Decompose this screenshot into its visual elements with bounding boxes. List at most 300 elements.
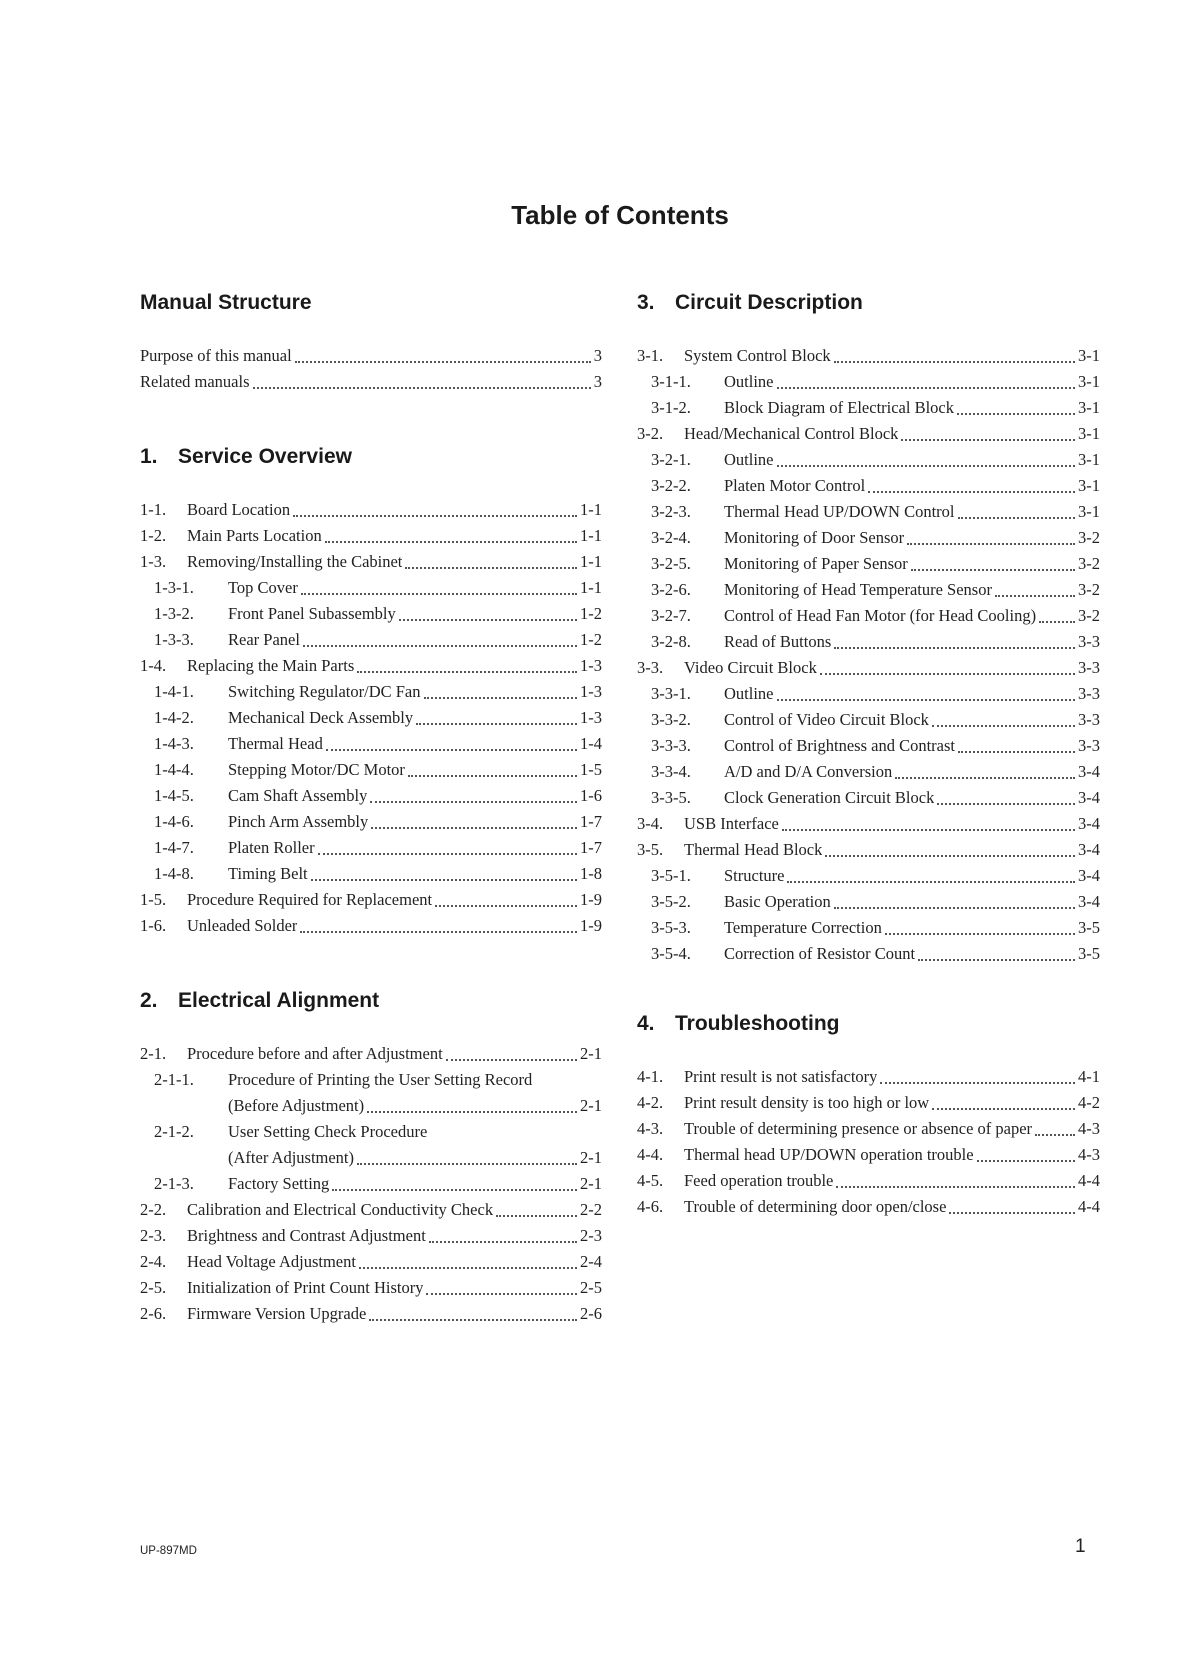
- toc-entry[interactable]: [637, 759, 1100, 785]
- dot-leader: [300, 931, 577, 933]
- toc-entry[interactable]: [140, 861, 602, 887]
- entry-title: Print result is not satisfactory: [684, 1067, 878, 1086]
- dot-leader: [253, 387, 591, 389]
- dot-leader: [446, 1059, 577, 1061]
- entry-page: 3-4: [1078, 840, 1100, 859]
- entry-number: 3-3.: [637, 658, 664, 677]
- section-title: Manual Structure: [140, 291, 312, 314]
- toc-entry[interactable]: [140, 783, 602, 809]
- entry-page: 3-5: [1078, 944, 1100, 963]
- dot-leader: [325, 541, 577, 543]
- dot-leader: [907, 543, 1075, 545]
- toc-entry[interactable]: [140, 523, 602, 549]
- toc-entry[interactable]: [637, 421, 1100, 447]
- dot-leader: [303, 645, 577, 647]
- entry-page: 4-3: [1078, 1145, 1100, 1164]
- section-heading: [140, 444, 602, 470]
- entry-page: 3-5: [1078, 918, 1100, 937]
- entry-title: User Setting Check Procedure: [228, 1122, 428, 1141]
- toc-entry[interactable]: [140, 835, 602, 861]
- section-title: Electrical Alignment: [178, 989, 380, 1012]
- toc-entry[interactable]: [637, 1194, 1100, 1220]
- entry-page: 2-2: [580, 1200, 602, 1219]
- entry-title: Correction of Resistor Count: [724, 944, 916, 963]
- entry-number: 3-5-1.: [651, 866, 691, 885]
- toc-entry[interactable]: [140, 575, 602, 601]
- toc-entry[interactable]: [637, 395, 1100, 421]
- entry-page: 3-2: [1078, 528, 1100, 547]
- entry-title: Procedure before and after Adjustment: [187, 1044, 443, 1063]
- entry-title: Outline: [724, 372, 774, 391]
- dot-leader: [880, 1082, 1075, 1084]
- entry-title: Print result density is too high or low: [684, 1093, 930, 1112]
- dot-leader: [370, 801, 577, 803]
- entry-title: Cam Shaft Assembly: [228, 786, 368, 805]
- footer-page-number: 1: [1075, 1536, 1086, 1557]
- toc-entry[interactable]: [140, 887, 602, 913]
- entry-page: 2-1: [580, 1096, 602, 1115]
- dot-leader: [777, 387, 1076, 389]
- entry-page: 3-1: [1078, 424, 1100, 443]
- entry-page: 3-4: [1078, 788, 1100, 807]
- entry-list: [140, 1041, 602, 1327]
- toc-entry[interactable]: [140, 1249, 602, 1275]
- toc-entry[interactable]: [637, 785, 1100, 811]
- entry-number: 3-2.: [637, 424, 664, 443]
- entry-page: 1-7: [580, 838, 602, 857]
- entry-title: (Before Adjustment): [228, 1096, 365, 1115]
- toc-entry[interactable]: [140, 549, 602, 575]
- entry-number: 3-3-5.: [651, 788, 691, 807]
- toc-entry[interactable]: [140, 1119, 602, 1145]
- dot-leader: [901, 439, 1075, 441]
- entry-number: 3-5-3.: [651, 918, 691, 937]
- section-title: Troubleshooting: [675, 1012, 840, 1035]
- toc-section: [637, 1011, 1100, 1220]
- entry-number: 3-5-4.: [651, 944, 691, 963]
- entry-title: Top Cover: [228, 578, 298, 597]
- entry-title: Front Panel Subassembly: [228, 604, 396, 623]
- entry-page: 1-5: [580, 760, 602, 779]
- entry-page: 1-6: [580, 786, 602, 805]
- entry-page: 2-4: [580, 1252, 602, 1271]
- dot-leader: [416, 723, 577, 725]
- entry-title: Control of Brightness and Contrast: [724, 736, 955, 755]
- entry-page: 3: [593, 372, 602, 391]
- entry-number: 3-2-5.: [651, 554, 691, 573]
- entry-number: 1-6.: [140, 916, 167, 935]
- entry-page: 4-3: [1078, 1119, 1100, 1138]
- section-title: Circuit Description: [675, 291, 863, 314]
- entry-page: 3: [593, 346, 602, 365]
- entry-title: Removing/Installing the Cabinet: [187, 552, 403, 571]
- dot-leader: [295, 361, 591, 363]
- dot-leader: [932, 1108, 1075, 1110]
- entry-title: Switching Regulator/DC Fan: [228, 682, 421, 701]
- entry-number: 2-1-1.: [154, 1070, 194, 1089]
- toc-entry[interactable]: [140, 627, 602, 653]
- section-number: 3.: [637, 291, 655, 314]
- dot-leader: [918, 959, 1075, 961]
- entry-title: Thermal Head Block: [684, 840, 823, 859]
- entry-page: 1-2: [580, 630, 602, 649]
- entry-page: 3-1: [1078, 398, 1100, 417]
- toc-entry[interactable]: [140, 1171, 602, 1197]
- dot-leader: [359, 1267, 577, 1269]
- entry-title: Platen Roller: [228, 838, 315, 857]
- entry-number: 3-2-1.: [651, 450, 691, 469]
- entry-title: Related manuals: [140, 372, 250, 391]
- entry-title: System Control Block: [684, 346, 831, 365]
- entry-number: 1-1.: [140, 500, 167, 519]
- entry-page: 1-1: [580, 526, 602, 545]
- entry-title: Replacing the Main Parts: [187, 656, 355, 675]
- toc-section: [637, 290, 1100, 967]
- entry-number: 4-3.: [637, 1119, 664, 1138]
- dot-leader: [1035, 1134, 1075, 1136]
- toc-entry[interactable]: [637, 811, 1100, 837]
- section-heading: [637, 1011, 1100, 1037]
- entry-title: Board Location: [187, 500, 291, 519]
- dot-leader: [834, 907, 1075, 909]
- dot-leader: [369, 1319, 577, 1321]
- toc-entry[interactable]: [140, 1197, 602, 1223]
- entry-page: 1-8: [580, 864, 602, 883]
- entry-number: 1-3.: [140, 552, 167, 571]
- entry-number: 3-3-1.: [651, 684, 691, 703]
- dot-leader: [1039, 621, 1075, 623]
- entry-title: Block Diagram of Electrical Block: [724, 398, 955, 417]
- entry-number: 1-3-1.: [154, 578, 194, 597]
- entry-title: Procedure of Printing the User Setting Record: [228, 1070, 533, 1089]
- dot-leader: [957, 413, 1075, 415]
- entry-number: 4-4.: [637, 1145, 664, 1164]
- entry-title: Main Parts Location: [187, 526, 322, 545]
- entry-page: 4-2: [1078, 1093, 1100, 1112]
- entry-page: 3-4: [1078, 762, 1100, 781]
- toc-entry[interactable]: [637, 1168, 1100, 1194]
- entry-number: 1-4.: [140, 656, 167, 675]
- dot-leader: [834, 361, 1075, 363]
- entry-number: 3-1.: [637, 346, 664, 365]
- toc-entry[interactable]: [637, 343, 1100, 369]
- entry-number: 4-2.: [637, 1093, 664, 1112]
- entry-title: Thermal Head UP/DOWN Control: [724, 502, 955, 521]
- entry-number: 2-4.: [140, 1252, 167, 1271]
- section-title: Service Overview: [178, 445, 352, 468]
- toc-entry[interactable]: [637, 629, 1100, 655]
- entry-number: 3-4.: [637, 814, 664, 833]
- toc-entry[interactable]: [637, 525, 1100, 551]
- dot-leader: [429, 1241, 577, 1243]
- dot-leader: [911, 569, 1075, 571]
- entry-page: 4-4: [1078, 1197, 1100, 1216]
- entry-page: 1-3: [580, 656, 602, 675]
- entry-title: Unleaded Solder: [187, 916, 298, 935]
- toc-entry[interactable]: [637, 681, 1100, 707]
- toc-entry[interactable]: [637, 1064, 1100, 1090]
- dot-leader: [834, 647, 1075, 649]
- entry-page: 3-4: [1078, 814, 1100, 833]
- section-number: 1.: [140, 445, 158, 468]
- entry-number: 4-5.: [637, 1171, 664, 1190]
- toc-entry[interactable]: [140, 1093, 602, 1119]
- dot-leader: [885, 933, 1075, 935]
- entry-number: 3-2-6.: [651, 580, 691, 599]
- dot-leader: [367, 1111, 577, 1113]
- entry-title: Timing Belt: [228, 864, 308, 883]
- entry-number: 1-4-8.: [154, 864, 194, 883]
- dot-leader: [293, 515, 577, 517]
- entry-number: 2-1-2.: [154, 1122, 194, 1141]
- dot-leader: [399, 619, 577, 621]
- entry-page: 2-1: [580, 1148, 602, 1167]
- entry-page: 2-1: [580, 1174, 602, 1193]
- toc-section: [140, 988, 602, 1327]
- entry-page: 3-3: [1078, 684, 1100, 703]
- entry-title: USB Interface: [684, 814, 779, 833]
- dot-leader: [937, 803, 1075, 805]
- entry-title: Basic Operation: [724, 892, 831, 911]
- entry-page: 1-3: [580, 682, 602, 701]
- entry-number: 1-2.: [140, 526, 167, 545]
- toc-entry[interactable]: [140, 1067, 602, 1093]
- entry-title: Platen Motor Control: [724, 476, 866, 495]
- dot-leader: [995, 595, 1075, 597]
- entry-number: 2-5.: [140, 1278, 167, 1297]
- entry-number: 1-4-3.: [154, 734, 194, 753]
- toc-entry[interactable]: [140, 1275, 602, 1301]
- entry-list: [637, 343, 1100, 967]
- entry-number: 1-4-5.: [154, 786, 194, 805]
- entry-number: 3-3-2.: [651, 710, 691, 729]
- entry-page: 3-1: [1078, 450, 1100, 469]
- entry-number: 1-4-6.: [154, 812, 194, 831]
- entry-page: 3-3: [1078, 632, 1100, 651]
- entry-number: 3-2-8.: [651, 632, 691, 651]
- entry-title: Thermal head UP/DOWN operation trouble: [684, 1145, 974, 1164]
- entry-page: 1-1: [580, 578, 602, 597]
- entry-number: 3-2-4.: [651, 528, 691, 547]
- toc-entry[interactable]: [637, 837, 1100, 863]
- entry-page: 2-1: [580, 1044, 602, 1063]
- dot-leader: [332, 1189, 577, 1191]
- footer-model: UP-897MD: [140, 1545, 197, 1557]
- entry-page: 4-1: [1078, 1067, 1100, 1086]
- entry-list: [140, 343, 602, 395]
- toc-entry[interactable]: [140, 757, 602, 783]
- entry-number: 1-4-7.: [154, 838, 194, 857]
- dot-leader: [949, 1212, 1075, 1214]
- entry-page: 1-1: [580, 500, 602, 519]
- toc-entry[interactable]: [140, 809, 602, 835]
- entry-page: 3-1: [1078, 502, 1100, 521]
- entry-title: Structure: [724, 866, 785, 885]
- entry-page: 3-3: [1078, 736, 1100, 755]
- entry-title: Procedure Required for Replacement: [187, 890, 433, 909]
- dot-leader: [405, 567, 577, 569]
- toc-entry[interactable]: [637, 941, 1100, 967]
- entry-page: 2-3: [580, 1226, 602, 1245]
- toc-entry[interactable]: [140, 369, 602, 395]
- toc-entry[interactable]: [140, 497, 602, 523]
- entry-title: Monitoring of Door Sensor: [724, 528, 905, 547]
- toc-section: [140, 290, 602, 395]
- entry-list: [140, 497, 602, 939]
- entry-page: 3-2: [1078, 606, 1100, 625]
- entry-number: 3-3-4.: [651, 762, 691, 781]
- dot-leader: [820, 673, 1075, 675]
- section-heading: [140, 290, 602, 316]
- entry-number: 2-1-3.: [154, 1174, 194, 1193]
- entry-title: Monitoring of Paper Sensor: [724, 554, 908, 573]
- dot-leader: [958, 517, 1076, 519]
- toc-entry[interactable]: [637, 889, 1100, 915]
- entry-list: [637, 1064, 1100, 1220]
- toc-entry[interactable]: [637, 733, 1100, 759]
- dot-leader: [326, 749, 577, 751]
- entry-page: 3-3: [1078, 710, 1100, 729]
- toc-entry[interactable]: [637, 473, 1100, 499]
- toc-entry[interactable]: [637, 577, 1100, 603]
- section-heading: [637, 290, 1100, 316]
- dot-leader: [426, 1293, 577, 1295]
- dot-leader: [435, 905, 577, 907]
- toc-entry[interactable]: [637, 499, 1100, 525]
- entry-page: 3-4: [1078, 866, 1100, 885]
- entry-number: 2-1.: [140, 1044, 167, 1063]
- entry-title: Trouble of determining door open/close: [684, 1197, 947, 1216]
- entry-page: 1-1: [580, 552, 602, 571]
- entry-page: 4-4: [1078, 1171, 1100, 1190]
- toc-section: [140, 444, 602, 939]
- toc-entry[interactable]: [637, 603, 1100, 629]
- toc-entry[interactable]: [637, 1142, 1100, 1168]
- entry-title: Temperature Correction: [724, 918, 882, 937]
- toc-entry[interactable]: [637, 551, 1100, 577]
- entry-page: 3-1: [1078, 346, 1100, 365]
- dot-leader: [895, 777, 1075, 779]
- toc-entry[interactable]: [637, 863, 1100, 889]
- entry-page: 3-2: [1078, 580, 1100, 599]
- entry-title: Head/Mechanical Control Block: [684, 424, 899, 443]
- entry-title: Stepping Motor/DC Motor: [228, 760, 405, 779]
- dot-leader: [318, 853, 577, 855]
- entry-page: 1-9: [580, 916, 602, 935]
- section-heading: [140, 988, 602, 1014]
- dot-leader: [777, 699, 1076, 701]
- entry-title: Firmware Version Upgrade: [187, 1304, 367, 1323]
- toc-entry[interactable]: [637, 915, 1100, 941]
- entry-number: 1-3-2.: [154, 604, 194, 623]
- toc-entry[interactable]: [637, 707, 1100, 733]
- dot-leader: [958, 751, 1075, 753]
- entry-number: 2-2.: [140, 1200, 167, 1219]
- toc-entry[interactable]: [140, 1145, 602, 1171]
- entry-number: 3-1-2.: [651, 398, 691, 417]
- dot-leader: [496, 1215, 577, 1217]
- dot-leader: [357, 671, 577, 673]
- entry-title: Initialization of Print Count History: [187, 1278, 424, 1297]
- entry-title: Factory Setting: [228, 1174, 330, 1193]
- entry-page: 1-4: [580, 734, 602, 753]
- section-number: 4.: [637, 1012, 655, 1035]
- dot-leader: [301, 593, 577, 595]
- dot-leader: [777, 465, 1076, 467]
- entry-number: 4-1.: [637, 1067, 664, 1086]
- toc-entry[interactable]: [637, 1116, 1100, 1142]
- entry-title: Monitoring of Head Temperature Sensor: [724, 580, 992, 599]
- entry-title: Outline: [724, 684, 774, 703]
- dot-leader: [311, 879, 577, 881]
- dot-leader: [371, 827, 577, 829]
- entry-number: 2-3.: [140, 1226, 167, 1245]
- entry-number: 1-4-2.: [154, 708, 194, 727]
- entry-page: 3-4: [1078, 892, 1100, 911]
- entry-title: Clock Generation Circuit Block: [724, 788, 935, 807]
- toc-entry[interactable]: [140, 601, 602, 627]
- entry-title: Outline: [724, 450, 774, 469]
- toc-entry[interactable]: [140, 1301, 602, 1327]
- entry-title: Trouble of determining presence or absence of paper: [684, 1119, 1033, 1138]
- entry-title: Purpose of this manual: [140, 346, 292, 365]
- toc-entry[interactable]: [637, 447, 1100, 473]
- entry-title: Calibration and Electrical Conductivity Check: [187, 1200, 494, 1219]
- entry-number: 1-4-4.: [154, 760, 194, 779]
- entry-title: Feed operation trouble: [684, 1171, 834, 1190]
- dot-leader: [868, 491, 1075, 493]
- entry-page: 2-6: [580, 1304, 602, 1323]
- entry-title: Mechanical Deck Assembly: [228, 708, 414, 727]
- toc-entry[interactable]: [140, 343, 602, 369]
- entry-number: 3-2-3.: [651, 502, 691, 521]
- entry-page: 2-5: [580, 1278, 602, 1297]
- entry-page: 1-7: [580, 812, 602, 831]
- dot-leader: [424, 697, 578, 699]
- entry-page: 3-3: [1078, 658, 1100, 677]
- toc-entry[interactable]: [637, 655, 1100, 681]
- toc-entry[interactable]: [140, 731, 602, 757]
- toc-entry[interactable]: [637, 369, 1100, 395]
- entry-title: Thermal Head: [228, 734, 323, 753]
- entry-title: Read of Buttons: [724, 632, 832, 651]
- toc-entry[interactable]: [140, 705, 602, 731]
- entry-title: A/D and D/A Conversion: [724, 762, 893, 781]
- dot-leader: [408, 775, 577, 777]
- entry-number: 3-5.: [637, 840, 664, 859]
- entry-title: Control of Video Circuit Block: [724, 710, 929, 729]
- toc-entry[interactable]: [140, 1223, 602, 1249]
- entry-number: 1-5.: [140, 890, 167, 909]
- section-number: 2.: [140, 989, 158, 1012]
- toc-entry[interactable]: [140, 679, 602, 705]
- entry-page: 1-2: [580, 604, 602, 623]
- entry-number: 1-3-3.: [154, 630, 194, 649]
- entry-title: Rear Panel: [228, 630, 300, 649]
- toc-entry[interactable]: [637, 1090, 1100, 1116]
- toc-entry[interactable]: [140, 1041, 602, 1067]
- entry-title: Brightness and Contrast Adjustment: [187, 1226, 426, 1245]
- toc-entry[interactable]: [140, 653, 602, 679]
- entry-page: 3-1: [1078, 372, 1100, 391]
- entry-number: 4-6.: [637, 1197, 664, 1216]
- entry-title: Control of Head Fan Motor (for Head Cooling): [724, 606, 1037, 625]
- entry-page: 3-2: [1078, 554, 1100, 573]
- entry-title: Head Voltage Adjustment: [187, 1252, 356, 1271]
- page-title: Table of Contents: [511, 200, 729, 230]
- entry-title: Video Circuit Block: [684, 658, 817, 677]
- toc-entry[interactable]: [140, 913, 602, 939]
